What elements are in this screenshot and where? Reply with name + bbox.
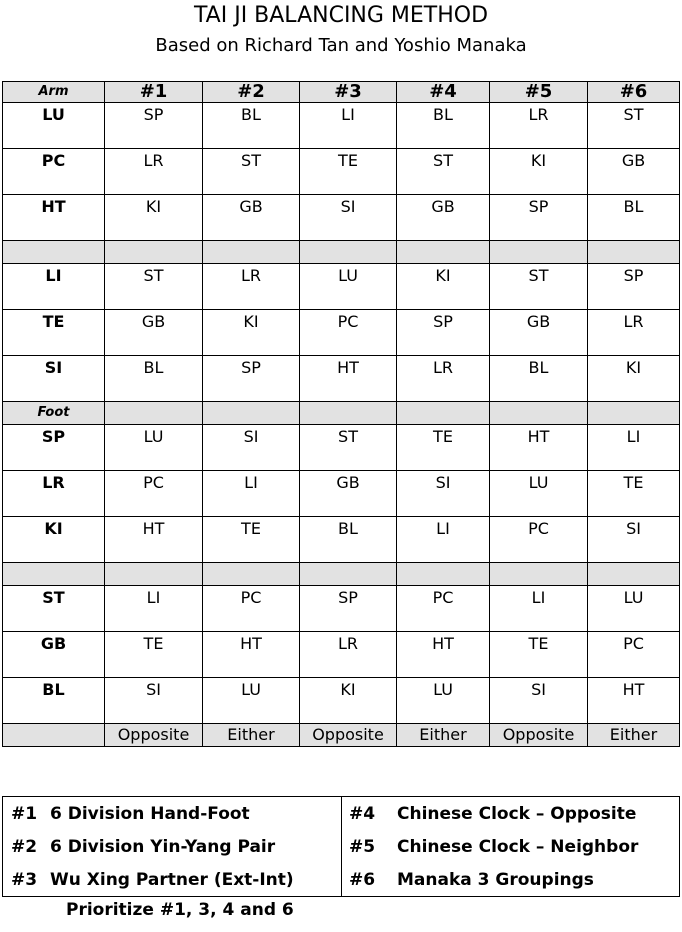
- priority-note: Prioritize #1, 3, 4 and 6: [66, 900, 294, 920]
- header-row: [3, 82, 680, 103]
- table-cell: KI: [105, 195, 203, 241]
- table-cell: SP: [588, 264, 680, 310]
- table-cell: SI: [588, 517, 680, 563]
- foot-separator-row: [3, 402, 680, 425]
- row-label: SI: [3, 356, 105, 402]
- table-cell: HT: [397, 632, 490, 678]
- group-arm-yin: [3, 103, 680, 241]
- table-cell: HT: [588, 678, 680, 724]
- legend-left: [3, 797, 342, 897]
- table-cell: LU: [588, 586, 680, 632]
- table-cell: TE: [588, 471, 680, 517]
- table-cell: LI: [300, 103, 397, 149]
- separator-row: [3, 563, 680, 586]
- page-subtitle: Based on Richard Tan and Yoshio Manaka: [155, 35, 527, 56]
- table-cell: LR: [490, 103, 588, 149]
- group-foot-yin: [3, 425, 680, 563]
- table-cell: LR: [105, 149, 203, 195]
- row-label: HT: [3, 195, 105, 241]
- legend-text: 6 Division Yin-Yang Pair: [50, 836, 276, 857]
- group-foot-yang: [3, 586, 680, 724]
- table-cell: BL: [588, 195, 680, 241]
- table-cell: SI: [490, 678, 588, 724]
- table-cell: TE: [203, 517, 300, 563]
- footer-cell: Opposite: [300, 724, 397, 747]
- table-cell: LI: [588, 425, 680, 471]
- table-cell: PC: [105, 471, 203, 517]
- table-cell: PC: [490, 517, 588, 563]
- foot-label: Foot: [3, 402, 105, 425]
- table-cell: ST: [300, 425, 397, 471]
- table-cell: LR: [203, 264, 300, 310]
- table-cell: BL: [397, 103, 490, 149]
- table-row: [3, 310, 680, 356]
- table-row: [3, 264, 680, 310]
- table-cell: LU: [397, 678, 490, 724]
- table-cell: SI: [105, 678, 203, 724]
- legend-item: [342, 830, 679, 863]
- legend-table: [2, 796, 680, 897]
- table-cell: TE: [300, 149, 397, 195]
- table-cell: LU: [105, 425, 203, 471]
- table-cell: GB: [588, 149, 680, 195]
- legend-item: [3, 863, 341, 896]
- legend-text: Chinese Clock – Opposite: [397, 803, 637, 824]
- table-cell: GB: [105, 310, 203, 356]
- legend-item: [342, 797, 679, 830]
- row-label: GB: [3, 632, 105, 678]
- table-cell: KI: [300, 678, 397, 724]
- table-cell: PC: [203, 586, 300, 632]
- table-cell: HT: [105, 517, 203, 563]
- legend-number: #4: [349, 803, 376, 824]
- legend-number: #6: [349, 869, 376, 890]
- table-row: [3, 103, 680, 149]
- table-cell: GB: [300, 471, 397, 517]
- table-cell: LI: [105, 586, 203, 632]
- column-header: #6: [588, 82, 680, 103]
- row-label: SP: [3, 425, 105, 471]
- table-cell: ST: [490, 264, 588, 310]
- table-cell: HT: [490, 425, 588, 471]
- table-row: [3, 149, 680, 195]
- table-cell: PC: [397, 586, 490, 632]
- legend-number: #3: [11, 869, 38, 890]
- legend-number: #5: [349, 836, 376, 857]
- column-header: #4: [397, 82, 490, 103]
- table-cell: SI: [300, 195, 397, 241]
- row-label: LI: [3, 264, 105, 310]
- table-row: [3, 586, 680, 632]
- table-cell: TE: [490, 632, 588, 678]
- page-title: TAI JI BALANCING METHOD: [193, 3, 489, 28]
- table-cell: LU: [490, 471, 588, 517]
- row-label: LU: [3, 103, 105, 149]
- column-header: #1: [105, 82, 203, 103]
- table-cell: GB: [490, 310, 588, 356]
- legend-item: [342, 863, 679, 896]
- table-cell: LU: [300, 264, 397, 310]
- table-cell: HT: [300, 356, 397, 402]
- table-cell: LI: [203, 471, 300, 517]
- table-cell: SP: [105, 103, 203, 149]
- table-cell: TE: [397, 425, 490, 471]
- row-label: PC: [3, 149, 105, 195]
- table-cell: BL: [105, 356, 203, 402]
- table-row: [3, 195, 680, 241]
- table-cell: TE: [105, 632, 203, 678]
- table-cell: KI: [397, 264, 490, 310]
- table-cell: SP: [490, 195, 588, 241]
- table-cell: SP: [397, 310, 490, 356]
- table-cell: PC: [300, 310, 397, 356]
- row-label: ST: [3, 586, 105, 632]
- legend-text: Chinese Clock – Neighbor: [397, 836, 639, 857]
- table-cell: SI: [397, 471, 490, 517]
- table-cell: LR: [300, 632, 397, 678]
- table-cell: KI: [203, 310, 300, 356]
- table-row: [3, 471, 680, 517]
- table-cell: LR: [588, 310, 680, 356]
- legend-number: #2: [11, 836, 38, 857]
- table-cell: LR: [397, 356, 490, 402]
- table-cell: BL: [203, 103, 300, 149]
- column-header: #5: [490, 82, 588, 103]
- legend-number: #1: [11, 803, 38, 824]
- table-cell: HT: [203, 632, 300, 678]
- legend-text: Wu Xing Partner (Ext-Int): [50, 869, 294, 890]
- footer-cell: Either: [203, 724, 300, 747]
- table-cell: LI: [490, 586, 588, 632]
- balancing-table: [2, 81, 680, 747]
- table-row: [3, 678, 680, 724]
- legend-item: [3, 830, 341, 863]
- footer-cell: Either: [588, 724, 680, 747]
- table-cell: PC: [588, 632, 680, 678]
- table-row: [3, 517, 680, 563]
- footer-cell: Either: [397, 724, 490, 747]
- row-label: LR: [3, 471, 105, 517]
- legend-text: 6 Division Hand-Foot: [50, 803, 250, 824]
- table-row: [3, 425, 680, 471]
- legend-right: [342, 797, 680, 897]
- table-cell: BL: [490, 356, 588, 402]
- column-header: #2: [203, 82, 300, 103]
- table-cell: KI: [490, 149, 588, 195]
- row-label: TE: [3, 310, 105, 356]
- footer-cell: Opposite: [105, 724, 203, 747]
- table-cell: LU: [203, 678, 300, 724]
- table-cell: GB: [203, 195, 300, 241]
- footer-cell: Opposite: [490, 724, 588, 747]
- legend-text: Manaka 3 Groupings: [397, 869, 594, 890]
- table-cell: LI: [397, 517, 490, 563]
- table-cell: BL: [300, 517, 397, 563]
- arm-label: Arm: [3, 82, 105, 103]
- table-cell: SP: [203, 356, 300, 402]
- column-header: #3: [300, 82, 397, 103]
- group-arm-yang: [3, 264, 680, 402]
- table-cell: SP: [300, 586, 397, 632]
- legend-item: [3, 797, 341, 830]
- table-row: [3, 632, 680, 678]
- table-cell: ST: [203, 149, 300, 195]
- table-cell: ST: [105, 264, 203, 310]
- table-cell: ST: [397, 149, 490, 195]
- footer-row: [3, 724, 680, 747]
- table-cell: GB: [397, 195, 490, 241]
- row-label: KI: [3, 517, 105, 563]
- table-cell: KI: [588, 356, 680, 402]
- row-label: BL: [3, 678, 105, 724]
- table-row: [3, 356, 680, 402]
- table-cell: ST: [588, 103, 680, 149]
- separator-row: [3, 241, 680, 264]
- table-cell: SI: [203, 425, 300, 471]
